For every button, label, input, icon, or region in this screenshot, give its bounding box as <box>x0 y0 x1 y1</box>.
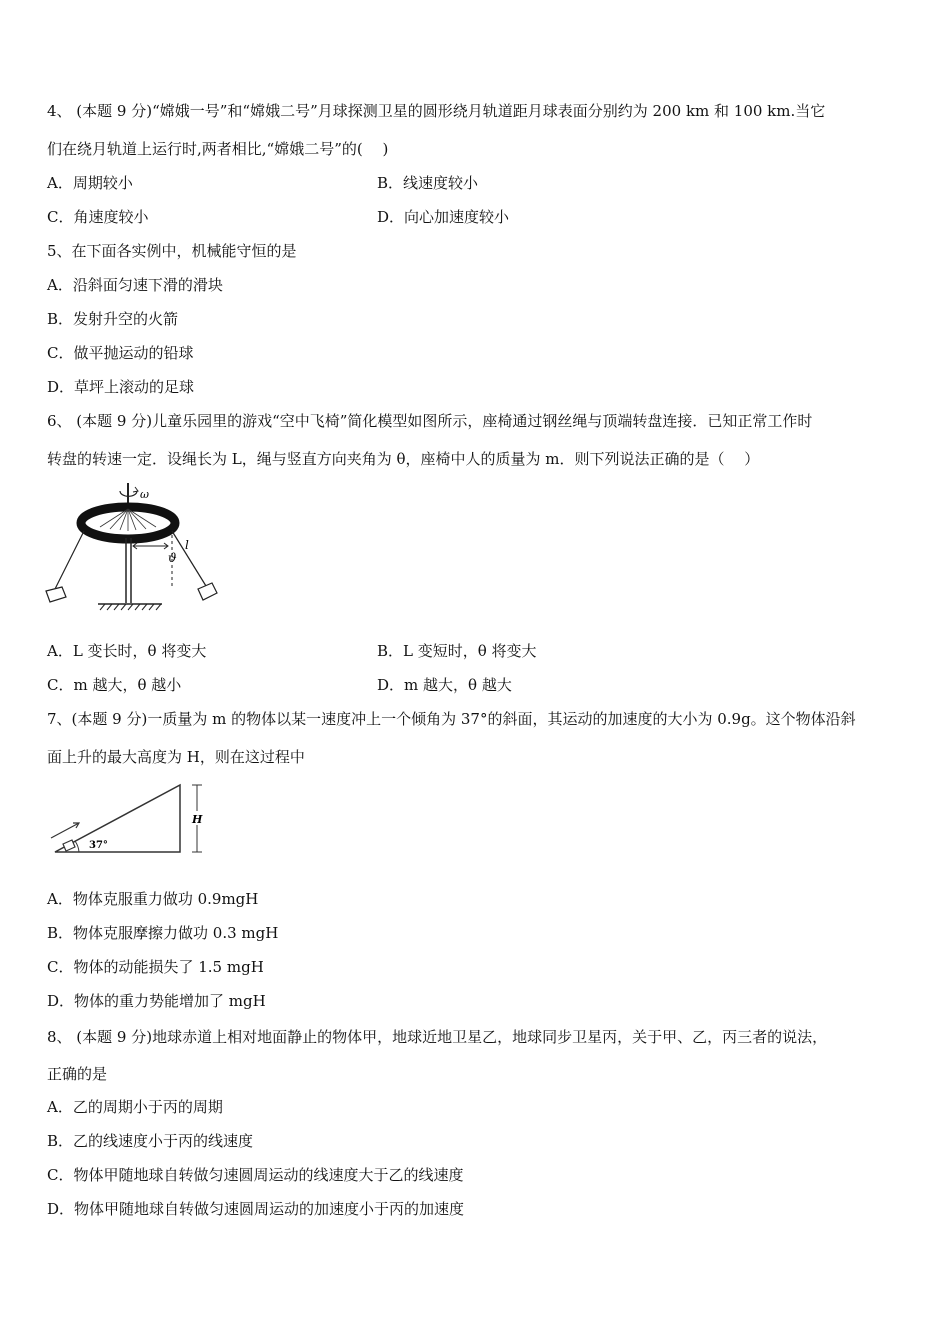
q5-option-c: C．做平抛运动的铅球 <box>47 344 194 362</box>
q5-option-b: B．发射升空的火箭 <box>47 310 179 328</box>
q6-option-b: B．L 变短时，θ 将变大 <box>377 642 537 660</box>
rope-length-label: l <box>185 538 189 552</box>
ground-hatching <box>100 604 161 610</box>
theta-label: ϑ <box>168 551 177 565</box>
height-label: H <box>192 813 203 826</box>
q4-option-b: B．线速度较小 <box>377 174 479 192</box>
q8-option-d: D．物体甲随地球自转做匀速圆周运动的加速度小于丙的加速度 <box>47 1200 465 1218</box>
q7-option-a: A．物体克服重力做功 0.9mgH <box>47 890 259 908</box>
q6-stem-line2: 转盘的转速一定．设绳长为 L，绳与竖直方向夹角为 θ，座椅中人的质量为 m．则下列说法正确的是（ ） <box>47 450 760 468</box>
rope-right <box>172 531 206 586</box>
q7-stem-line2: 面上升的最大高度为 H，则在这过程中 <box>47 748 305 766</box>
q4-option-d: D．向心加速度较小 <box>377 208 510 226</box>
q4-option-a: A．周期较小 <box>47 174 133 192</box>
rope-left <box>54 531 84 591</box>
q8-stem-line1: 8、 (本题 9 分)地球赤道上相对地面静止的物体甲，地球近地卫星乙，地球同步卫星丙，关于甲、乙，丙三者的说法， <box>47 1028 828 1046</box>
q8-stem-line2: 正确的是 <box>47 1065 108 1083</box>
chair-left <box>46 587 66 602</box>
q4-option-c: C．角速度较小 <box>47 208 149 226</box>
q8-option-a: A．乙的周期小于丙的周期 <box>47 1098 223 1116</box>
q8-option-b: B．乙的线速度小于丙的线速度 <box>47 1132 254 1150</box>
q6-option-a: A．L 变长时，θ 将变大 <box>47 642 207 660</box>
q8-option-c: C．物体甲随地球自转做匀速圆周运动的线速度大于乙的线速度 <box>47 1166 464 1184</box>
incline-figure <box>45 780 215 860</box>
flying-chair-figure <box>40 483 225 613</box>
q6-option-d: D．m 越大，θ 越大 <box>377 676 512 694</box>
velocity-arrow <box>51 823 79 838</box>
angle-label: 37° <box>89 840 108 851</box>
sliding-block <box>63 840 75 851</box>
omega-label: ω <box>140 488 149 501</box>
q7-option-c: C．物体的动能损失了 1.5 mgH <box>47 958 264 976</box>
q7-option-d: D．物体的重力势能增加了 mgH <box>47 992 266 1010</box>
incline-triangle <box>55 785 180 852</box>
q5-option-a: A．沿斜面匀速下滑的滑块 <box>47 276 223 294</box>
q6-stem-line1: 6、 (本题 9 分)儿童乐园里的游戏“空中飞椅”简化模型如图所示，座椅通过钢丝绳与顶端转盘连接．已知正常工作时 <box>47 412 813 430</box>
rotation-arrowhead <box>133 487 138 492</box>
q7-option-b: B．物体克服摩擦力做功 0.3 mgH <box>47 924 279 942</box>
q7-stem-line1: 7、(本题 9 分)一质量为 m 的物体以某一速度冲上一个倾角为 37°的斜面，其运动的加速度的大小为 0.9g。这个物体沿斜 <box>47 710 856 728</box>
q5-stem: 5、在下面各实例中，机械能守恒的是 <box>47 242 297 260</box>
q5-option-d: D．草坪上滚动的足球 <box>47 378 195 396</box>
chair-right <box>198 583 217 600</box>
q4-stem-line2: 们在绕月轨道上运行时,两者相比,“嫦娥二号”的( ) <box>47 140 389 158</box>
q4-stem-line1: 4、 (本题 9 分)“嫦娥一号”和“嫦娥二号”月球探测卫星的圆形绕月轨道距月球表面分别约为 200 km 和 100 km.当它 <box>47 102 826 120</box>
q6-option-c: C．m 越大，θ 越小 <box>47 676 182 694</box>
angle-arc <box>75 841 79 852</box>
